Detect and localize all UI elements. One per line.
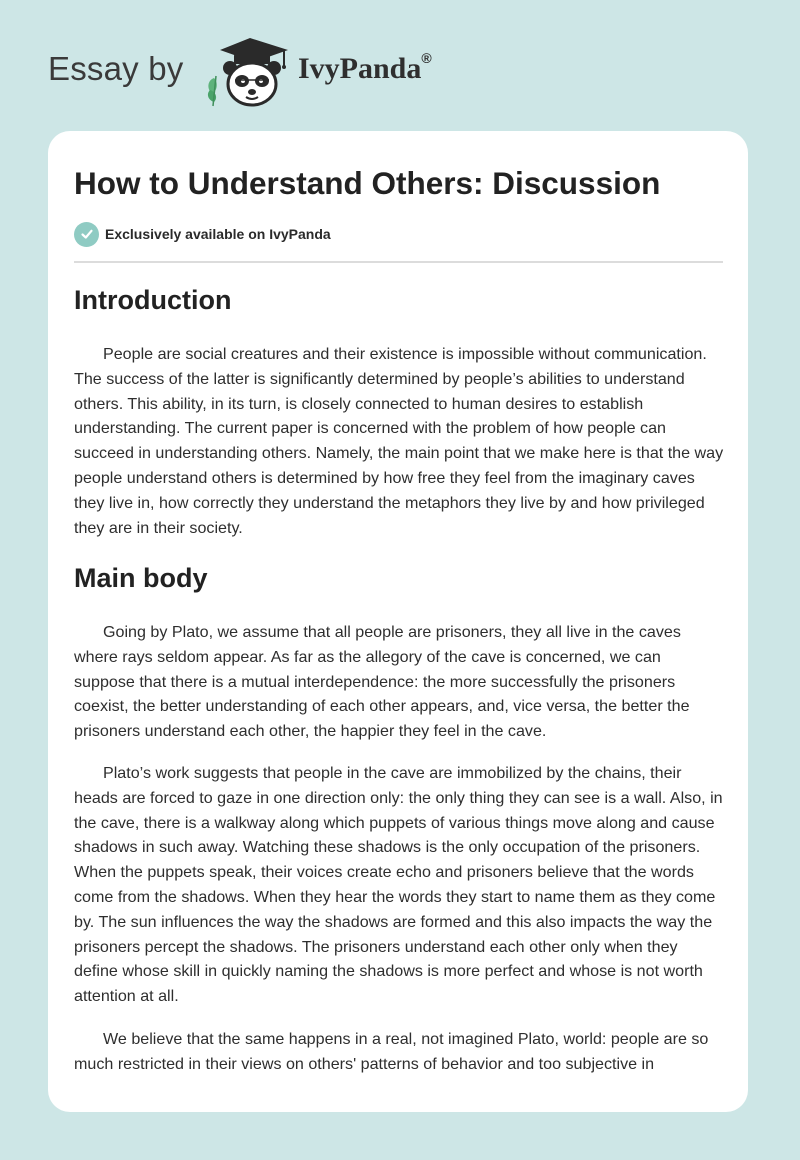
essay-card: [48, 131, 748, 1112]
title-divider: [74, 261, 723, 263]
exclusive-badge-label: Exclusively available on IvyPanda: [105, 226, 331, 242]
exclusive-badge: [74, 221, 331, 247]
site-header: [0, 0, 800, 130]
essay-title: How to Understand Others: Discussion: [74, 165, 661, 201]
paragraph-main-body-1: Going by Plato, we assume that all people are prisoners, they all live in the caves where rays seldom appear. As far as the allegory of the cave is concerned, we can suppose that there is a mutual interdependence: the more successfully the prisoners coexist, the better understanding of each other appears, and, vice versa, the better the prisoners understand each other, the happier they feel in the cave.: [74, 623, 690, 741]
ivypanda-brand[interactable]: [298, 52, 432, 86]
paragraph-introduction: People are social creatures and their existence is impossible without communication. The success of the latter is significantly determined by people’s abilities to understand others. This ability, in its turn, is closely connected to human desires to establish understanding. The current paper is concerned with the problem of how people can succeed in understanding others. Namely, the main point that we make here is that the way people understand others is determined by how free they feel from the imaginary caves they live in, how correctly they understand the metaphors they live by and how privileged they are in their society.: [74, 345, 724, 537]
checkmark-icon: [74, 222, 99, 247]
brand-name: IvyPanda: [298, 52, 422, 85]
section-heading-introduction: Introduction: [74, 285, 232, 315]
trademark-symbol: ®: [421, 50, 432, 66]
section-heading-main-body: Main body: [74, 563, 208, 593]
paragraph-main-body-2: Plato’s work suggests that people in the cave are immobilized by the chains, their heads are forced to gaze in one direction only: the only thing they can see is a wall. Also, in the cave, there is a walkway along which puppets of various things move along and cause shadows in such away. Watching these shadows is the only occupation of the prisoners. When the puppets speak, their voices create echo and prisoners believe that the words come from the shadows. When they hear the words they start to name them as they come by. The sun influences the way the shadows are formed and this also impacts the way the prisoners percept the shadows. The prisoners understand each other only when they define whose skill in quickly naming the shadows is more perfect and whose is not worth attention at all.: [74, 764, 723, 1006]
ivypanda-logo-icon[interactable]: [200, 36, 292, 110]
paragraph-main-body-3: We believe that the same happens in a real, not imagined Plato, world: people are so much restricted in their views on others' patterns of behavior and too subjective in: [74, 1030, 709, 1073]
essay-by-label: Essay by: [48, 50, 184, 87]
